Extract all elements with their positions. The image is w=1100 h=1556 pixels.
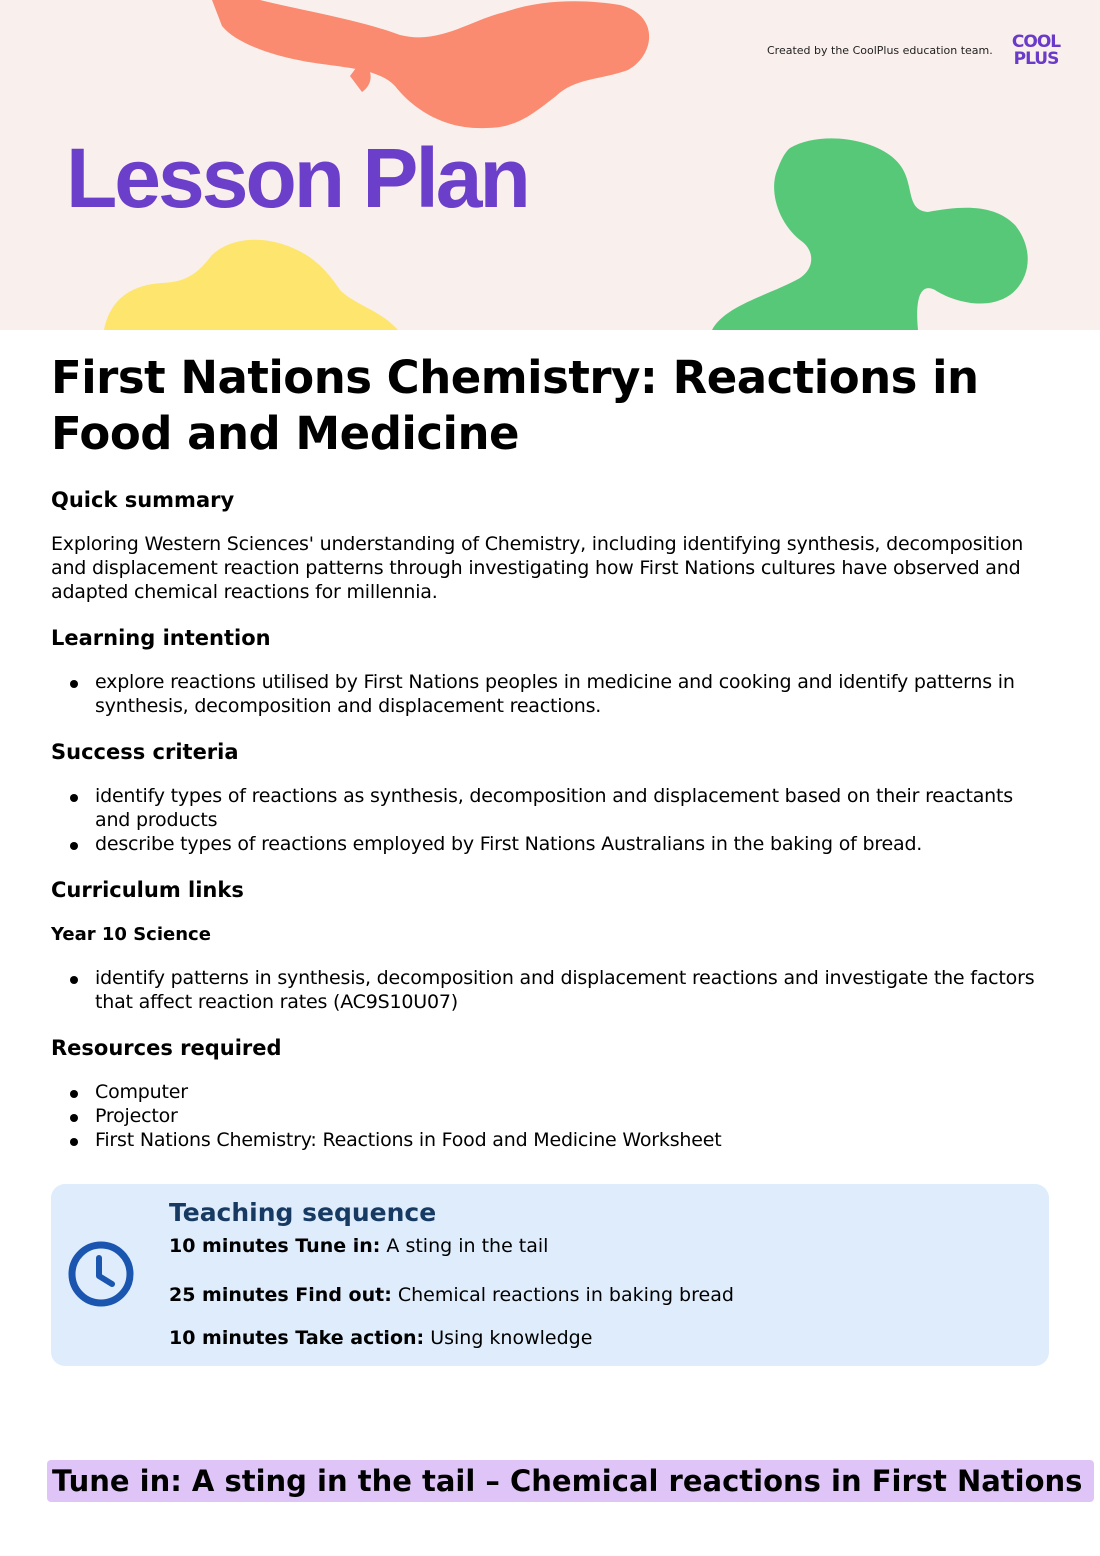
teaching-sequence-title: Teaching sequence: [169, 1198, 437, 1227]
step-text: A sting in the tail: [386, 1235, 549, 1257]
credit-text: Created by the CoolPlus education team.: [767, 44, 993, 57]
learning-intention-heading: Learning intention: [51, 626, 271, 650]
step-label: 10 minutes Tune in:: [169, 1235, 381, 1257]
sequence-step: [169, 1234, 548, 1258]
step-label: 25 minutes Find out:: [169, 1284, 392, 1306]
lesson-content: [51, 350, 1051, 1152]
lesson-title: First Nations Chemistry: Reactions in Food and Medicine: [51, 351, 979, 460]
list-item: identify patterns in synthesis, decomposition and displacement reactions and investigate the factors that affect reaction rates (AC9S10U07): [51, 966, 1051, 1014]
header-banner: [0, 0, 1100, 330]
curriculum-links-heading: Curriculum links: [51, 878, 244, 902]
curriculum-subheading: Year 10 Science: [51, 924, 211, 945]
resources-heading: Resources required: [51, 1036, 282, 1060]
sequence-step: [169, 1326, 592, 1350]
success-criteria-heading: Success criteria: [51, 740, 239, 764]
quick-summary-heading: Quick summary: [51, 488, 235, 512]
success-criteria-list: [51, 784, 1051, 856]
coolplus-logo: [1004, 34, 1068, 68]
step-text: Using knowledge: [430, 1327, 593, 1349]
quick-summary-text: Exploring Western Sciences' understanding of Chemistry, including identifying synthesis, decomposition and displacement reaction patterns through investigating how First Nations cultures have observed and adapted chemical reactions for millennia.: [51, 533, 1024, 603]
list-item: explore reactions utilised by First Nations peoples in medicine and cooking and identify patterns in synthesis, decomposition and displacement reactions.: [51, 670, 1051, 718]
logo-line-1: COOL: [1011, 32, 1061, 52]
list-item: describe types of reactions employed by First Nations Australians in the baking of bread.: [51, 832, 1051, 856]
list-item: identify types of reactions as synthesis, decomposition and displacement based on their reactants and products: [51, 784, 1051, 832]
learning-intention-list: [51, 670, 1051, 718]
list-item: Projector: [51, 1104, 1051, 1128]
step-text: Chemical reactions in baking bread: [397, 1284, 734, 1306]
logo-line-2: PLUS: [1013, 49, 1059, 69]
lesson-plan-title: Lesson Plan: [66, 131, 528, 225]
list-item: Computer: [51, 1080, 1051, 1104]
list-item: First Nations Chemistry: Reactions in Food and Medicine Worksheet: [51, 1128, 1051, 1152]
curriculum-links-list: [51, 966, 1051, 1014]
sequence-step: [169, 1283, 734, 1307]
tune-in-section-heading: Tune in: A sting in the tail – Chemical reactions in First Nations: [47, 1460, 1094, 1502]
resources-list: [51, 1080, 1051, 1152]
teaching-sequence-box: [51, 1184, 1049, 1366]
step-label: 10 minutes Take action:: [169, 1327, 425, 1349]
clock-icon: [67, 1240, 135, 1308]
